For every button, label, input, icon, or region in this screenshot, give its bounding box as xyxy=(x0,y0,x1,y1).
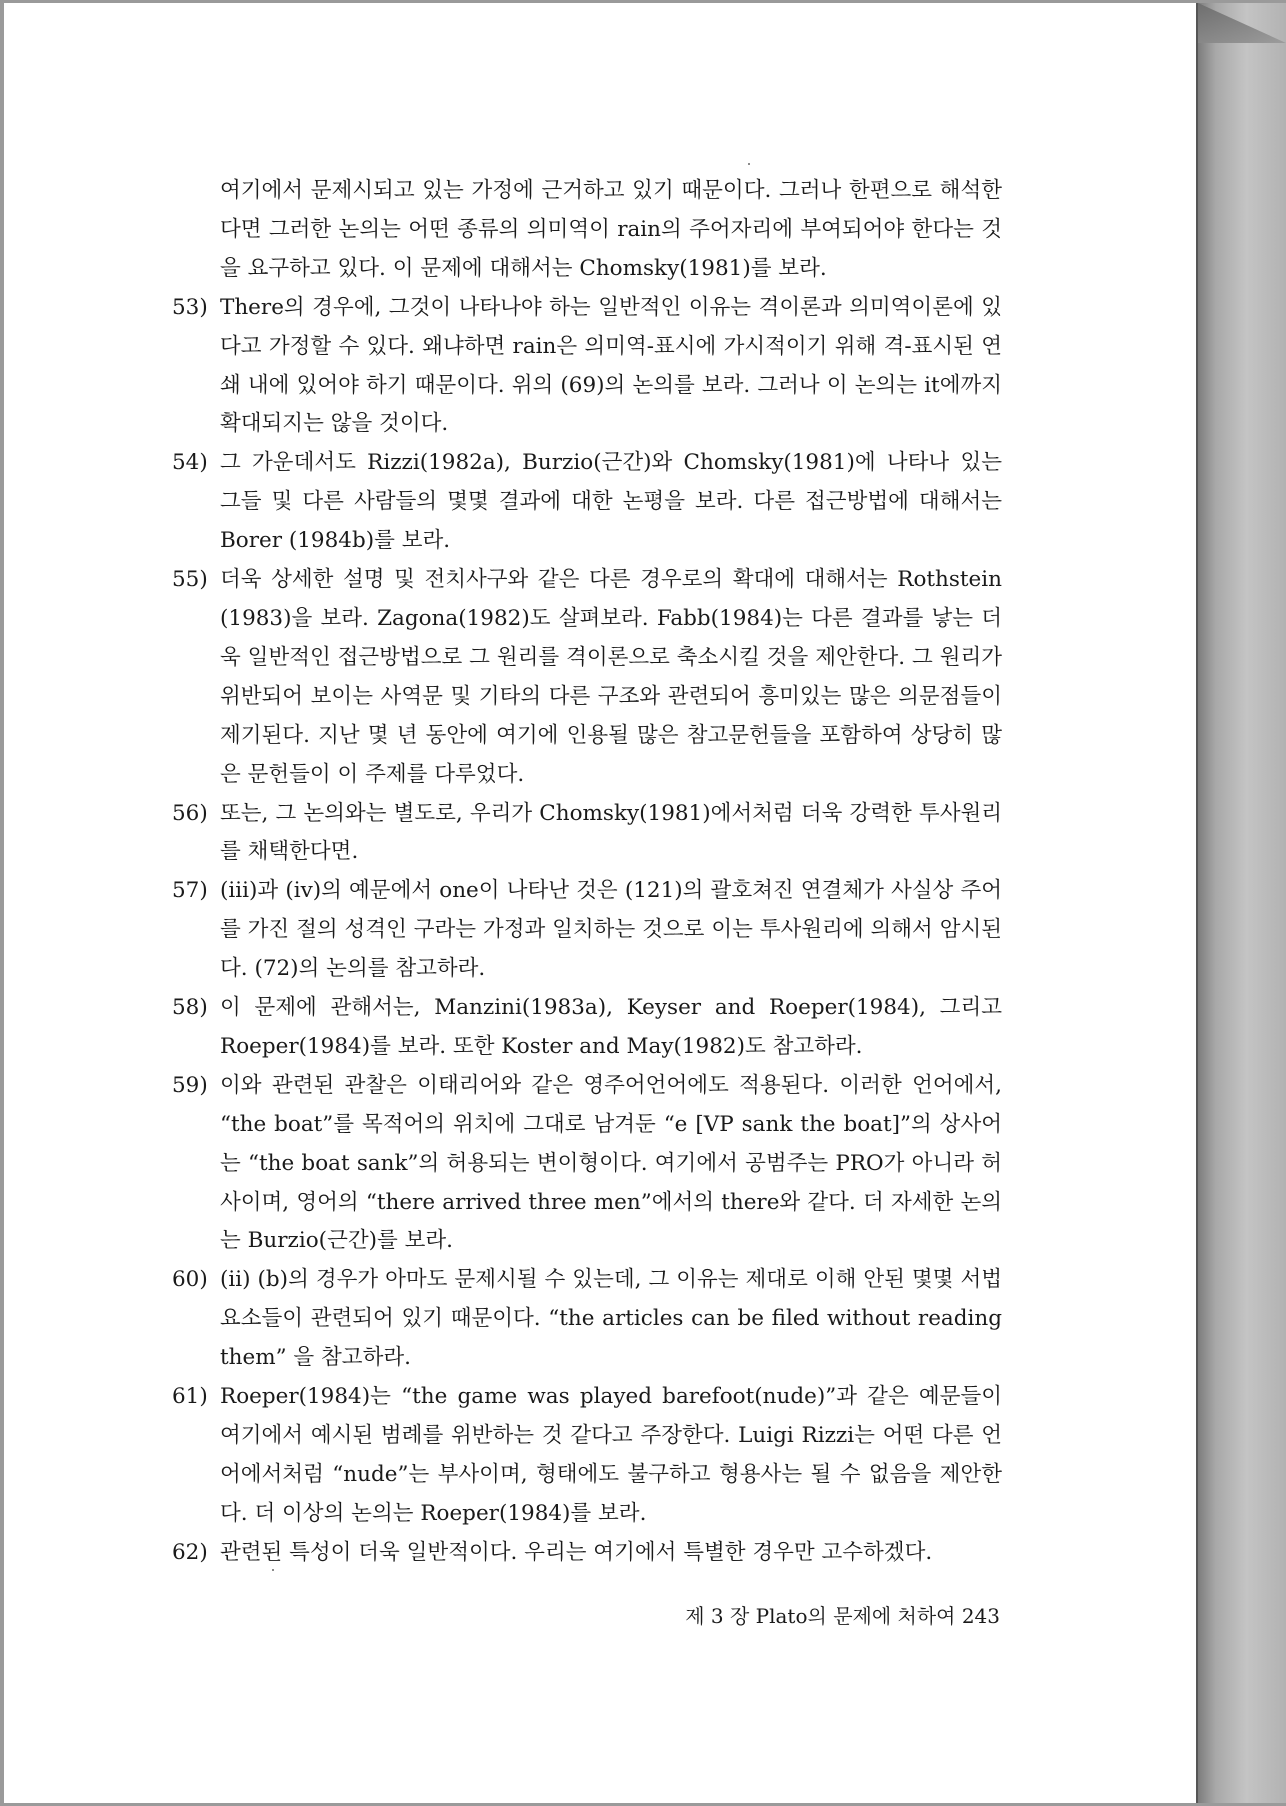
note-text: 이와 관련된 관찰은 이태리어와 같은 영주어언어에도 적용된다. 이러한 언어에서, “the boat”를 목적어의 위치에 그대로 남겨둔 “e [VP sank the boat]”의 상사어는 “the boat sank”의 허용되는 변이형이다. 여기에서 공범주는 PRO가 아니라 허사이며, 영어의 “there arrived three men”에서의 there와 같다. 더 자세한 논의는 Burzio(근간)를 보라. xyxy=(220,1072,1002,1254)
note-61 xyxy=(172,1378,1002,1534)
note-number: 60) xyxy=(172,1267,208,1293)
speck-mark xyxy=(748,163,750,165)
note-56 xyxy=(172,795,1002,873)
note-text: (iii)과 (iv)의 예문에서 one이 나타난 것은 (121)의 괄호쳐진 연결체가 사실상 주어를 가진 절의 성격인 구라는 가정과 일치하는 것으로 이는 투사원리에 의해서 암시된다. (72)의 논의를 참고하라. xyxy=(220,878,1002,982)
book-spine xyxy=(1198,3,1286,1803)
note-continuation: 여기에서 문제시되고 있는 가정에 근거하고 있기 때문이다. 그러나 한편으로 해석한다면 그러한 논의는 어떤 종류의 의미역이 rain의 주어자리에 부여되어야 한다는 것을 요구하고 있다. 이 문제에 대해서는 Chomsky(1981)를 보라. xyxy=(220,178,1002,281)
note-text: 관련된 특성이 더욱 일반적이다. 우리는 여기에서 특별한 경우만 고수하겠다. xyxy=(220,1539,933,1565)
note-58 xyxy=(172,989,1002,1067)
note-number: 57) xyxy=(172,878,208,904)
note-59 xyxy=(172,1067,1002,1262)
running-footer: 제 3 장 Plato의 문제에 처하여 243 xyxy=(685,1604,1000,1628)
note-55 xyxy=(172,561,1002,794)
note-number: 59) xyxy=(172,1072,208,1098)
note-text: Roeper(1984)는 “the game was played barefoot(nude)”과 같은 예문들이 여기에서 예시된 범례를 위반하는 것 같다고 주장한다. Luigi Rizzi는 어떤 다른 언어에서처럼 “nude”는 부사이며, 형태에도 불구하고 형용사는 될 수 없음을 제안한다. 더 이상의 논의는 Roeper(1984)를 보라. xyxy=(220,1384,1002,1526)
note-number: 61) xyxy=(172,1384,208,1410)
note-number: 54) xyxy=(172,450,208,476)
note-text: (ii) (b)의 경우가 아마도 문제시될 수 있는데, 그 이유는 제대로 이해 안된 몇몇 서법요소들이 관련되어 있기 때문이다. “the articles can be filed without reading them” 을 참고하라. xyxy=(220,1267,1002,1371)
endnotes xyxy=(172,172,1002,1573)
note-60 xyxy=(172,1261,1002,1378)
note-number: 58) xyxy=(172,995,208,1021)
note-text: 이 문제에 관해서는, Manzini(1983a), Keyser and Roeper(1984), 그리고 Roeper(1984)를 보라. 또한 Koster and May(1982)도 참고하라. xyxy=(220,995,1002,1059)
note-text: There의 경우에, 그것이 나타나야 하는 일반적인 이유는 격이론과 의미역이론에 있다고 가정할 수 있다. 왜냐하면 rain은 의미역-표시에 가시적이기 위해 격-표시된 연쇄 내에 있어야 하기 때문이다. 위의 (69)의 논의를 보라. 그러나 이 논의는 it에까지 확대되지는 않을 것이다. xyxy=(220,294,1002,437)
note-57 xyxy=(172,872,1002,989)
note-number: 62) xyxy=(172,1539,208,1565)
note-54 xyxy=(172,444,1002,561)
note-number: 55) xyxy=(172,567,208,593)
note-number: 53) xyxy=(172,294,208,320)
note-number: 56) xyxy=(172,800,208,826)
note-53 xyxy=(172,289,1002,445)
note-text: 또는, 그 논의와는 별도로, 우리가 Chomsky(1981)에서처럼 더욱 강력한 투사원리를 채택한다면. xyxy=(220,800,1002,865)
note-text: 더욱 상세한 설명 및 전치사구와 같은 다른 경우로의 확대에 대해서는 Rothstein (1983)을 보라. Zagona(1982)도 살펴보라. Fabb(1984)는 다른 결과를 낳는 더욱 일반적인 접근방법으로 그 원리를 격이론으로 축소시킬 것을 제안한다. 그 원리가 위반되어 보이는 사역문 및 기타의 다른 구조와 관련되어 흥미있는 많은 의문점들이 제기된다. 지난 몇 년 동안에 여기에 인용될 많은 참고문헌들을 포함하여 상당히 많은 문헌들이 이 주제를 다루었다. xyxy=(220,567,1002,787)
note-62 xyxy=(172,1534,1002,1573)
note-text: 그 가운데서도 Rizzi(1982a), Burzio(근간)와 Chomsky(1981)에 나타나 있는 그들 및 다른 사람들의 몇몇 결과에 대한 논평을 보라. 다른 접근방법에 대해서는 Borer (1984b)를 보라. xyxy=(220,450,1002,554)
